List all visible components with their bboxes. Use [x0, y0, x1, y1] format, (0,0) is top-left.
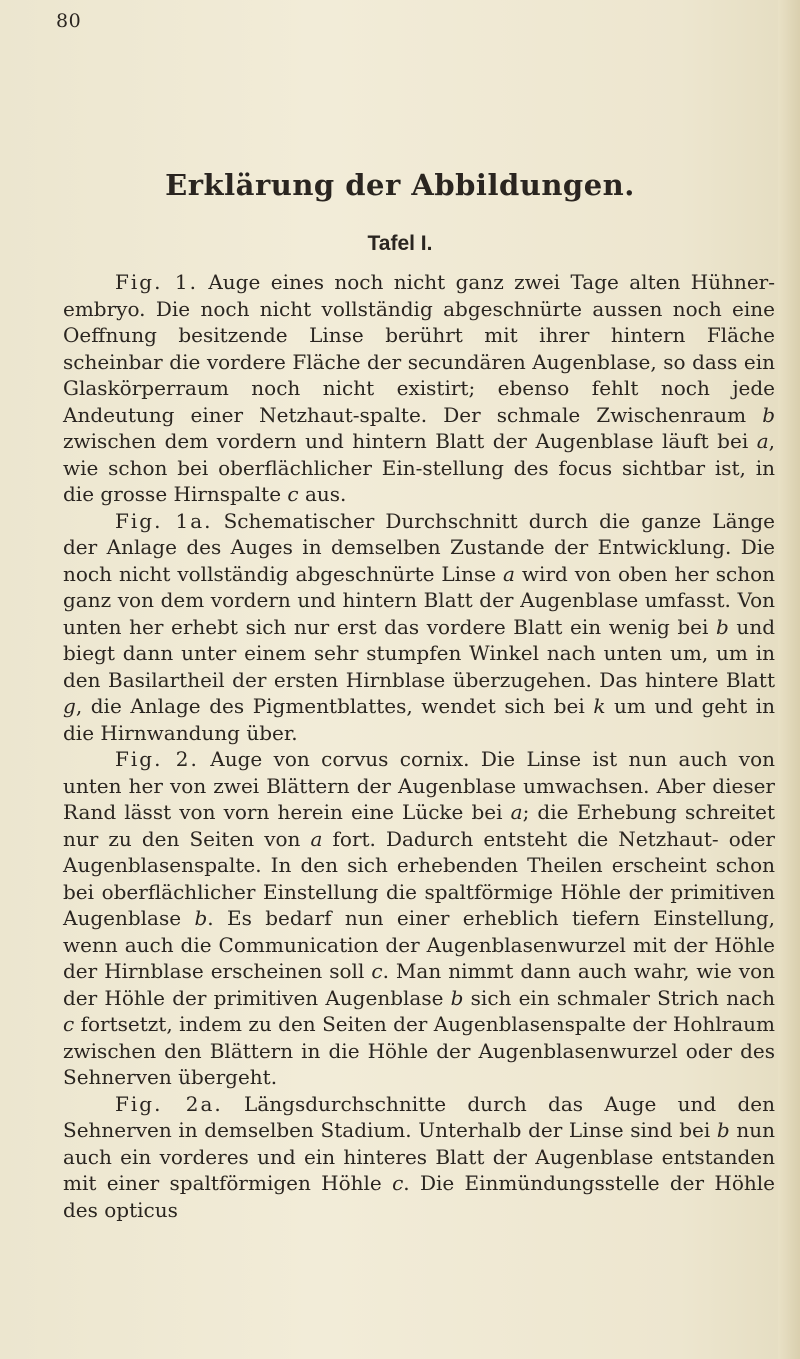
paragraph-text: zwischen dem vordern und hintern Blatt der Augenblase läuft bei — [63, 429, 757, 453]
figure-reference-letter: b — [716, 614, 729, 639]
paragraph-text: sich ein schmaler Strich nach — [463, 985, 775, 1010]
figure-paragraph — [63, 1091, 775, 1224]
figure-reference-letter: a — [310, 826, 323, 851]
paragraph-text: Längsdurchschnitte durch das Auge und den Sehnerven in demselben Stadium. Unterhalb der Linse sind bei — [63, 1091, 775, 1142]
figure-reference-letter: b — [450, 985, 464, 1010]
figure-reference-letter: a — [756, 429, 769, 453]
paragraph-text: . Es bedarf nun einer erheblich tiefern Einstellung, wenn auch die Communication der Augenblasenwurzel mit der Höhle der Hirnblase erscheinen soll — [63, 906, 775, 983]
figure-reference-letter: c — [287, 482, 299, 506]
section-heading: Erklärung der Abbildungen. — [165, 168, 635, 202]
figure-explanations — [63, 269, 775, 1223]
figure-label: Fig. 1a. — [115, 508, 213, 533]
paragraph-text: um und geht in die Hirnwandung über. — [63, 694, 775, 745]
paragraph-text: und biegt dann unter einem sehr stumpfen Winkel nach unten um, um in den Basilartheil der ersten Hirnblase überzugehen. Das hintere Blatt — [63, 614, 776, 692]
figure-paragraph — [63, 746, 775, 1091]
figure-paragraph — [63, 269, 775, 508]
figure-reference-letter: a — [503, 561, 515, 586]
figure-label: Fig. 2. — [115, 747, 199, 771]
page-edge — [778, 0, 800, 1359]
figure-reference-letter: g — [63, 694, 76, 718]
paragraph-text: , die Anlage des Pigmentblattes, wendet sich bei — [75, 694, 594, 718]
figure-reference-letter: c — [392, 1171, 404, 1195]
figure-reference-letter: b — [716, 1118, 730, 1142]
paragraph-text: Schematischer Durchschnitt durch die ganze Länge der Anlage des Auges in demselben Zustande der Entwicklung. Die noch nicht vollständig abgeschnürte Linse — [63, 508, 776, 586]
paragraph-text: fort. Dadurch entsteht die Netzhaut- oder Augenblasenspalte. In den sich erhebenden Theilen erscheint schon bei oberflächlicher Einstellung die spaltförmige Höhle der primitiven Augenblase — [63, 826, 775, 930]
paragraph-text: . Die Einmündungsstelle der Höhle des opticus — [63, 1171, 775, 1222]
paragraph-text: Auge eines noch nicht ganz zwei Tage alten Hühner-embryo. Die noch nicht vollständig abgeschnürte aussen noch eine Oeffnung besitzende Linse berührt mit ihrer hintern Fläche scheinbar die vordere Fläche der secundären Augenblase, so dass ein Glaskörperraum noch nicht existirt; ebenso fehlt noch jede Andeutung einer Netzhaut-spalte. Der schmale Zwischenraum — [63, 270, 775, 427]
figure-reference-letter: b — [762, 402, 775, 427]
page-number: 80 — [56, 10, 82, 32]
figure-reference-letter: b — [194, 906, 208, 930]
figure-reference-letter: a — [510, 800, 523, 824]
figure-reference-letter: c — [371, 959, 383, 983]
paragraph-text: Auge von corvus cornix. Die Linse ist nun auch von unten her von zwei Blättern der Augenblase umwachsen. Aber dieser Rand lässt von vorn herein eine Lücke bei — [63, 747, 776, 824]
paragraph-text: ; die Erhebung schreitet nur zu den Seiten von — [63, 800, 775, 851]
paragraph-text: wird von oben her schon ganz von dem vordern und hintern Blatt der Augenblase umfasst. Von unten her erhebt sich nur erst das vordere Blatt ein wenig bei — [63, 561, 775, 639]
paragraph-text: fortsetzt, indem zu den Seiten der Augenblasenspalte der Hohlraum zwischen den Blättern in die Höhle der Augenblasenwurzel oder des Sehnerven übergeht. — [63, 1012, 775, 1089]
figure-paragraph — [63, 508, 775, 747]
plate-subheading: Tafel I. — [367, 232, 433, 255]
figure-label: Fig. 2a. — [115, 1091, 223, 1116]
figure-reference-letter: c — [63, 1012, 75, 1036]
figure-label: Fig. 1. — [115, 270, 198, 294]
paragraph-text: nun auch ein vorderes und ein hinteres Blatt der Augenblase entstanden mit einer spaltförmigen Höhle — [63, 1118, 775, 1195]
paragraph-text: aus. — [298, 482, 347, 506]
figure-reference-letter: k — [593, 694, 606, 718]
paragraph-text: , wie schon bei oberflächlicher Ein-stellung des focus sichtbar ist, in die grosse Hirnspalte — [63, 429, 775, 506]
paragraph-text: . Man nimmt dann auch wahr, wie von der Höhle der primitiven Augenblase — [63, 959, 775, 1010]
